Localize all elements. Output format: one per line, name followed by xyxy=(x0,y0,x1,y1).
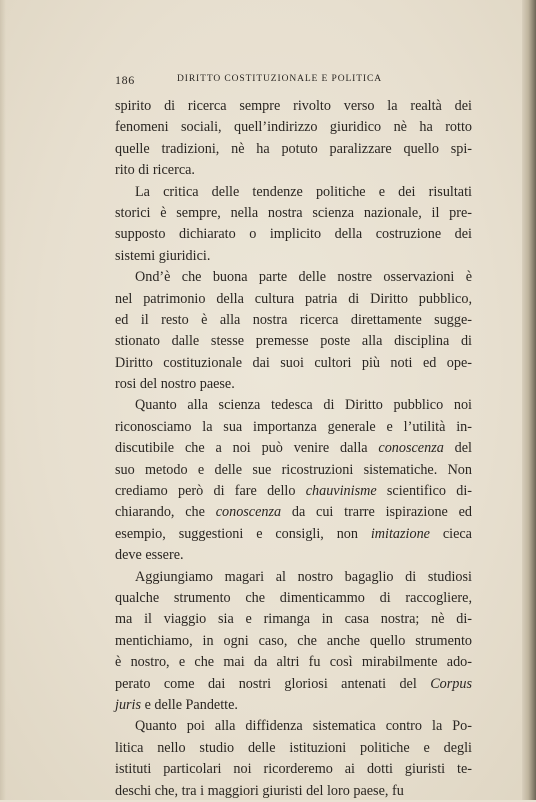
text-line: rito di ricerca. xyxy=(115,162,195,179)
body-text xyxy=(115,96,472,802)
paragraph xyxy=(115,267,472,395)
paragraph xyxy=(115,182,472,268)
text-line: storici è sempre, nella nostra scienza nazionale, il pre- xyxy=(115,204,472,221)
text-line: mentichiamo, in ogni caso, che anche quello strumento xyxy=(115,632,472,649)
paragraph xyxy=(115,716,472,802)
text-line: esempio, suggestioni e consigli, non imitazione cieca xyxy=(115,525,472,542)
text-line: deschi che, tra i maggiori giuristi del loro paese, fu xyxy=(115,782,404,799)
text-line: rosi del nostro paese. xyxy=(115,376,235,393)
text-line: stionato dalle stesse premesse poste alla disciplina di xyxy=(115,333,472,350)
text-line: qualche strumento che dimenticammo di raccogliere, xyxy=(115,589,472,606)
text-line: ma il viaggio sia e rimanga in casa nostra; nè di- xyxy=(115,611,472,628)
paragraph xyxy=(115,395,472,566)
text-line: nel patrimonio della cultura patria di Diritto pubblico, xyxy=(115,290,472,307)
text-line: juris e delle Pandette. xyxy=(115,696,238,713)
page-gutter-shadow xyxy=(0,0,6,800)
text-line: Aggiungiamo magari al nostro bagaglio di studiosi xyxy=(135,568,472,585)
text-line: ed il resto è alla nostra ricerca direttamente sugge- xyxy=(115,311,472,328)
text-line: quelle tradizioni, nè ha potuto paralizzare quello spi- xyxy=(115,140,472,157)
running-title: DIRITTO COSTITUZIONALE E POLITICA xyxy=(177,74,382,84)
text-line: spirito di ricerca sempre rivolto verso la realtà dei xyxy=(115,98,472,114)
running-head xyxy=(115,73,475,89)
text-line: deve essere. xyxy=(115,547,184,564)
text-line: Quanto poi alla diffidenza sistematica contro la Po- xyxy=(135,718,472,735)
paragraph xyxy=(115,96,472,182)
page-edge xyxy=(522,0,536,800)
text-line: Ond’è che buona parte delle nostre osservazioni è xyxy=(135,269,472,286)
text-line: litica nello studio delle istituzioni politiche e degli xyxy=(115,739,472,756)
text-line: crediamo però di fare dello chauvinisme scientifico di- xyxy=(115,483,473,500)
paragraph xyxy=(115,567,472,717)
text-line: chiarando, che conoscenza da cui trarre ispirazione ed xyxy=(115,504,472,521)
text-line: fenomeni sociali, quell’indirizzo giuridico nè ha rotto xyxy=(115,119,472,136)
text-line: riconosciamo la sua importanza generale e l’utilità in- xyxy=(115,418,472,435)
text-line: sistemi giuridici. xyxy=(115,247,211,264)
text-line: supposto dichiarato o implicito della costruzione dei xyxy=(115,226,472,243)
text-line: è nostro, e che mai da altri fu così mirabilmente ado- xyxy=(115,654,472,671)
text-line: perato come dai nostri gloriosi antenati del Corpus xyxy=(115,675,472,692)
text-line: istituti particolari noi ricorderemo ai dotti giuristi te- xyxy=(115,761,472,778)
text-line: La critica delle tendenze politiche e dei risultati xyxy=(135,183,472,200)
text-line: Quanto alla scienza tedesca di Diritto pubblico noi xyxy=(135,397,472,414)
text-line: discutibile che a noi può venire dalla conoscenza del xyxy=(115,440,472,457)
page-number: 186 xyxy=(115,73,135,87)
text-line: suo metodo e delle sue ricostruzioni sistematiche. Non xyxy=(115,461,472,478)
text-line: Diritto costituzionale dai suoi cultori più noti ed ope- xyxy=(115,354,472,371)
